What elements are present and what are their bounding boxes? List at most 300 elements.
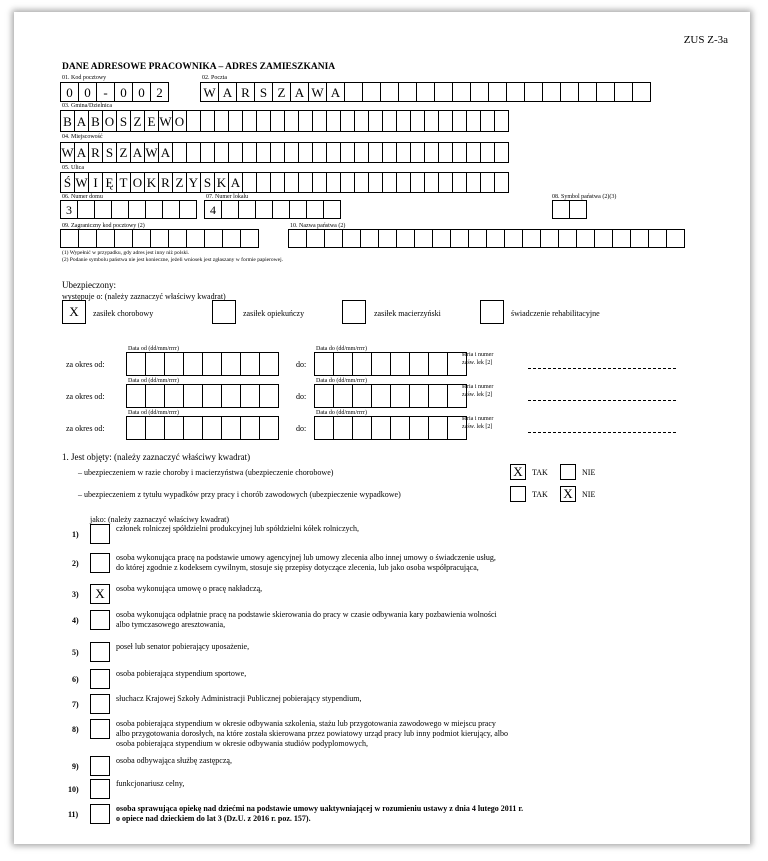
benefit-checkbox-maternity[interactable] — [342, 300, 366, 324]
date-from-field[interactable] — [126, 384, 278, 408]
char-cell[interactable] — [340, 172, 355, 193]
char-cell[interactable] — [398, 82, 417, 102]
char-cell[interactable] — [596, 82, 615, 102]
coverage-sickness-no-checkbox[interactable] — [560, 464, 576, 480]
char-cell[interactable] — [314, 416, 334, 440]
char-cell[interactable] — [333, 416, 353, 440]
char-cell[interactable]: - — [96, 82, 115, 102]
char-cell[interactable] — [340, 142, 355, 163]
footnote-1: (1) Wypełnić w przypadku, gdy adres jest inny niż polski. — [62, 250, 190, 256]
char-cell[interactable] — [164, 352, 184, 376]
char-cell[interactable] — [128, 200, 146, 219]
house-no-field[interactable] — [60, 200, 196, 219]
char-cell[interactable]: W — [158, 110, 173, 132]
benefit-label-maternity: zasiłek macierzyński — [374, 309, 441, 318]
as-item-number: 5) — [72, 648, 79, 657]
char-cell[interactable] — [504, 229, 523, 248]
series-number-line[interactable] — [528, 432, 676, 433]
char-cell[interactable] — [340, 110, 355, 132]
as-item-number: 2) — [72, 559, 79, 568]
char-cell[interactable] — [312, 172, 327, 193]
char-cell[interactable] — [480, 172, 495, 193]
char-cell[interactable] — [168, 229, 187, 248]
char-cell[interactable] — [256, 172, 271, 193]
char-cell[interactable] — [378, 229, 397, 248]
char-cell[interactable] — [228, 110, 243, 132]
char-cell[interactable] — [576, 229, 595, 248]
char-cell[interactable] — [242, 142, 257, 163]
char-cell[interactable] — [298, 110, 313, 132]
char-cell[interactable] — [298, 172, 313, 193]
section-title: DANE ADRESOWE PRACOWNIKA – ADRES ZAMIESZKANIA — [62, 62, 336, 72]
char-cell[interactable] — [648, 229, 667, 248]
char-cell[interactable] — [200, 142, 215, 163]
char-cell[interactable] — [409, 352, 429, 376]
char-cell[interactable] — [450, 229, 469, 248]
char-cell[interactable] — [409, 416, 429, 440]
char-cell[interactable] — [326, 172, 341, 193]
char-cell[interactable] — [666, 229, 685, 248]
char-cell[interactable] — [569, 200, 587, 219]
char-cell[interactable]: B — [60, 110, 75, 132]
char-cell[interactable] — [259, 352, 279, 376]
char-cell[interactable] — [371, 416, 391, 440]
char-cell[interactable] — [552, 200, 570, 219]
country-symbol-field[interactable] — [552, 200, 586, 219]
char-cell[interactable] — [259, 384, 279, 408]
char-cell[interactable] — [326, 110, 341, 132]
benefit-checkbox-rehab[interactable] — [480, 300, 504, 324]
char-cell[interactable]: W — [60, 142, 75, 163]
char-cell[interactable] — [284, 110, 299, 132]
char-cell[interactable] — [78, 229, 97, 248]
coverage-accident-no-checkbox[interactable]: X — [560, 486, 576, 502]
postal-code-field[interactable] — [60, 82, 168, 102]
char-cell[interactable]: A — [218, 82, 237, 102]
char-cell[interactable]: W — [200, 82, 219, 102]
char-cell[interactable] — [612, 229, 631, 248]
char-cell[interactable] — [452, 82, 471, 102]
street-field[interactable] — [60, 172, 508, 193]
char-cell[interactable] — [486, 229, 505, 248]
char-cell[interactable] — [382, 142, 397, 163]
char-cell[interactable] — [186, 229, 205, 248]
series-label-1: seria i numer — [462, 352, 494, 358]
char-cell[interactable]: K — [214, 172, 229, 193]
char-cell[interactable]: Z — [172, 172, 187, 193]
char-cell[interactable] — [240, 384, 260, 408]
char-cell[interactable] — [434, 82, 453, 102]
char-cell[interactable] — [632, 82, 651, 102]
char-cell[interactable] — [396, 172, 411, 193]
char-cell[interactable]: 3 — [60, 200, 78, 219]
char-cell[interactable]: A — [326, 82, 345, 102]
as-item-checkbox[interactable] — [90, 779, 110, 799]
char-cell[interactable] — [410, 142, 425, 163]
char-cell[interactable] — [240, 416, 260, 440]
char-cell[interactable] — [111, 200, 129, 219]
char-cell[interactable] — [222, 229, 241, 248]
char-cell[interactable] — [438, 110, 453, 132]
char-cell[interactable] — [414, 229, 433, 248]
char-cell[interactable] — [371, 352, 391, 376]
as-item-checkbox[interactable] — [90, 642, 110, 662]
char-cell[interactable] — [60, 229, 79, 248]
char-cell[interactable] — [614, 82, 633, 102]
date-to-field[interactable] — [314, 416, 466, 440]
char-cell[interactable]: W — [308, 82, 327, 102]
period-to-label: do: — [296, 392, 307, 401]
as-item-number: 7) — [72, 700, 79, 709]
insured-title: Ubezpieczony: — [62, 280, 116, 290]
char-cell[interactable] — [354, 172, 369, 193]
char-cell[interactable] — [382, 172, 397, 193]
char-cell[interactable] — [221, 352, 241, 376]
char-cell[interactable] — [306, 200, 324, 219]
char-cell[interactable] — [126, 384, 146, 408]
char-cell[interactable]: O — [130, 172, 145, 193]
char-cell[interactable] — [333, 384, 353, 408]
form-page — [14, 12, 750, 844]
char-cell[interactable] — [145, 416, 165, 440]
char-cell[interactable] — [289, 200, 307, 219]
char-cell[interactable] — [368, 142, 383, 163]
char-cell[interactable] — [183, 384, 203, 408]
char-cell[interactable]: A — [158, 142, 173, 163]
as-item-checkbox[interactable]: X — [90, 584, 110, 604]
char-cell[interactable] — [506, 82, 525, 102]
char-cell[interactable] — [284, 142, 299, 163]
char-cell[interactable]: K — [144, 172, 159, 193]
char-cell[interactable] — [354, 110, 369, 132]
char-cell[interactable] — [183, 416, 203, 440]
as-item-label: osoba pobierająca stypendium w okresie odbywania studiów podyplomowych, — [116, 739, 368, 748]
char-cell[interactable] — [240, 229, 259, 248]
benefit-checkbox-care[interactable] — [212, 300, 236, 324]
coverage-sickness-no-label: NIE — [582, 468, 596, 477]
char-cell[interactable] — [214, 110, 229, 132]
as-title: jako: (należy zaznaczyć właściwy kwadrat) — [90, 515, 230, 524]
char-cell[interactable] — [542, 82, 561, 102]
char-cell[interactable] — [594, 229, 613, 248]
char-cell[interactable]: S — [254, 82, 273, 102]
as-item-checkbox[interactable] — [90, 553, 110, 573]
post-field[interactable] — [200, 82, 650, 102]
char-cell[interactable]: O — [172, 110, 187, 132]
char-cell[interactable] — [540, 229, 559, 248]
as-item-checkbox[interactable] — [90, 524, 110, 544]
char-cell[interactable] — [200, 110, 215, 132]
char-cell[interactable]: Ś — [60, 172, 75, 193]
char-cell[interactable]: S — [102, 142, 117, 163]
char-cell[interactable] — [150, 229, 169, 248]
char-cell[interactable] — [172, 142, 187, 163]
as-item-checkbox[interactable] — [90, 756, 110, 776]
as-item-checkbox[interactable] — [90, 804, 110, 824]
post-label: 02. Poczta — [202, 75, 227, 81]
char-cell[interactable] — [256, 142, 271, 163]
as-item-label: osoba wykonująca umowę o pracę nakładczą, — [116, 584, 263, 593]
char-cell[interactable] — [344, 82, 363, 102]
char-cell[interactable] — [416, 82, 435, 102]
char-cell[interactable]: A — [290, 82, 309, 102]
char-cell[interactable] — [221, 200, 239, 219]
char-cell[interactable] — [145, 384, 165, 408]
char-cell[interactable] — [326, 142, 341, 163]
char-cell[interactable]: T — [116, 172, 131, 193]
as-item-checkbox[interactable] — [90, 719, 110, 739]
commune-field[interactable] — [60, 110, 508, 132]
char-cell[interactable] — [352, 416, 372, 440]
char-cell[interactable] — [390, 416, 410, 440]
date-from-caption: Data od (dd/mm/rrrr) — [128, 346, 179, 352]
char-cell[interactable] — [352, 352, 372, 376]
insured-subtitle: występuje o: (należy zaznaczyć właściwy kwadrat) — [62, 292, 226, 301]
char-cell[interactable] — [270, 142, 285, 163]
series-number-line[interactable] — [528, 400, 676, 401]
char-cell[interactable]: A — [228, 172, 243, 193]
char-cell[interactable]: B — [88, 110, 103, 132]
char-cell[interactable] — [114, 229, 133, 248]
char-cell[interactable]: W — [144, 142, 159, 163]
char-cell[interactable] — [438, 172, 453, 193]
char-cell[interactable]: 4 — [204, 200, 222, 219]
char-cell[interactable]: A — [74, 142, 89, 163]
char-cell[interactable] — [494, 142, 509, 163]
char-cell[interactable] — [410, 172, 425, 193]
char-cell[interactable] — [145, 200, 163, 219]
char-cell[interactable] — [396, 142, 411, 163]
char-cell[interactable] — [438, 142, 453, 163]
char-cell[interactable] — [630, 229, 649, 248]
char-cell[interactable] — [368, 172, 383, 193]
char-cell[interactable] — [494, 110, 509, 132]
char-cell[interactable] — [145, 352, 165, 376]
town-label: 04. Miejscowość — [62, 134, 103, 140]
date-from-caption: Data od (dd/mm/rrrr) — [128, 410, 179, 416]
char-cell[interactable]: 0 — [114, 82, 133, 102]
char-cell[interactable] — [221, 384, 241, 408]
as-item-number: 8) — [72, 725, 79, 734]
as-item-number: 9) — [72, 762, 79, 771]
char-cell[interactable] — [470, 82, 489, 102]
foreign-postal-label: 09. Zagraniczny kod pocztowy (2) — [62, 223, 145, 229]
char-cell[interactable] — [390, 384, 410, 408]
char-cell[interactable] — [288, 229, 307, 248]
flat-no-field[interactable] — [204, 200, 340, 219]
char-cell[interactable] — [164, 384, 184, 408]
char-cell[interactable] — [164, 416, 184, 440]
char-cell[interactable] — [578, 82, 597, 102]
char-cell[interactable] — [390, 352, 410, 376]
char-cell[interactable]: I — [88, 172, 103, 193]
char-cell[interactable] — [228, 142, 243, 163]
char-cell[interactable] — [480, 110, 495, 132]
char-cell[interactable]: A — [130, 142, 145, 163]
char-cell[interactable] — [396, 229, 415, 248]
char-cell[interactable]: S — [200, 172, 215, 193]
char-cell[interactable] — [94, 200, 112, 219]
date-to-caption: Data do (dd/mm/rrrr) — [316, 346, 367, 352]
char-cell[interactable] — [126, 352, 146, 376]
char-cell[interactable] — [272, 200, 290, 219]
date-from-field[interactable] — [126, 352, 278, 376]
char-cell[interactable] — [256, 110, 271, 132]
char-cell[interactable] — [96, 229, 115, 248]
char-cell[interactable]: R — [158, 172, 173, 193]
as-item-label: osoba odbywająca służbę zastępczą, — [116, 756, 232, 765]
char-cell[interactable] — [132, 229, 151, 248]
foreign-postal-field[interactable] — [60, 229, 258, 248]
char-cell[interactable] — [468, 229, 487, 248]
char-cell[interactable] — [396, 110, 411, 132]
char-cell[interactable] — [380, 82, 399, 102]
date-to-caption: Data do (dd/mm/rrrr) — [316, 410, 367, 416]
char-cell[interactable]: Z — [130, 110, 145, 132]
char-cell[interactable] — [314, 384, 334, 408]
char-cell[interactable] — [183, 352, 203, 376]
country-name-field[interactable] — [288, 229, 684, 248]
date-to-field[interactable] — [314, 384, 466, 408]
char-cell[interactable] — [202, 352, 222, 376]
char-cell[interactable] — [452, 110, 467, 132]
char-cell[interactable] — [186, 142, 201, 163]
char-cell[interactable] — [480, 142, 495, 163]
char-cell[interactable] — [362, 82, 381, 102]
as-item-label: poseł lub senator pobierający uposażenie, — [116, 642, 250, 651]
char-cell[interactable] — [558, 229, 577, 248]
coverage-accident-yes-checkbox[interactable] — [510, 486, 526, 502]
country-name-label: 10. Nazwa państwa (2) — [290, 223, 346, 229]
char-cell[interactable] — [452, 172, 467, 193]
benefit-checkbox-sick[interactable]: X — [62, 300, 86, 324]
char-cell[interactable]: W — [74, 172, 89, 193]
char-cell[interactable]: Y — [186, 172, 201, 193]
as-item-checkbox[interactable] — [90, 610, 110, 630]
char-cell[interactable]: 2 — [150, 82, 169, 102]
char-cell[interactable] — [270, 110, 285, 132]
char-cell[interactable] — [352, 384, 372, 408]
char-cell[interactable] — [428, 352, 448, 376]
char-cell[interactable] — [452, 142, 467, 163]
date-from-caption: Data od (dd/mm/rrrr) — [128, 378, 179, 384]
commune-label: 03. Gmina/Dzielnica — [62, 103, 112, 109]
char-cell[interactable] — [242, 172, 257, 193]
char-cell[interactable] — [494, 172, 509, 193]
char-cell[interactable] — [186, 110, 201, 132]
char-cell[interactable] — [524, 82, 543, 102]
char-cell[interactable] — [428, 384, 448, 408]
char-cell[interactable] — [221, 416, 241, 440]
char-cell[interactable]: Z — [272, 82, 291, 102]
char-cell[interactable] — [323, 200, 341, 219]
char-cell[interactable]: A — [74, 110, 89, 132]
char-cell[interactable] — [560, 82, 579, 102]
as-item-label: o opiece nad dzieckiem do lat 3 (Dz.U. z 2016 r. poz. 157). — [116, 814, 311, 823]
char-cell[interactable] — [368, 110, 383, 132]
char-cell[interactable] — [424, 142, 439, 163]
date-to-field[interactable] — [314, 352, 466, 376]
char-cell[interactable]: E — [144, 110, 159, 132]
char-cell[interactable] — [240, 352, 260, 376]
char-cell[interactable] — [466, 142, 481, 163]
char-cell[interactable] — [466, 110, 481, 132]
date-from-field[interactable] — [126, 416, 278, 440]
period-to-label: do: — [296, 424, 307, 433]
char-cell[interactable]: S — [116, 110, 131, 132]
char-cell[interactable] — [360, 229, 379, 248]
char-cell[interactable] — [255, 200, 273, 219]
char-cell[interactable]: R — [88, 142, 103, 163]
char-cell[interactable] — [204, 229, 223, 248]
as-item-checkbox[interactable] — [90, 669, 110, 689]
char-cell[interactable]: 0 — [132, 82, 151, 102]
char-cell[interactable] — [488, 82, 507, 102]
char-cell[interactable] — [202, 384, 222, 408]
char-cell[interactable] — [522, 229, 541, 248]
char-cell[interactable] — [409, 384, 429, 408]
char-cell[interactable] — [214, 142, 229, 163]
coverage-sickness-yes-checkbox[interactable]: X — [510, 464, 526, 480]
char-cell[interactable] — [342, 229, 361, 248]
char-cell[interactable] — [298, 142, 313, 163]
char-cell[interactable] — [312, 110, 327, 132]
char-cell[interactable] — [382, 110, 397, 132]
char-cell[interactable] — [242, 110, 257, 132]
char-cell[interactable] — [424, 110, 439, 132]
char-cell[interactable] — [324, 229, 343, 248]
as-item-label: osoba pobierająca stypendium w okresie odbywania szkolenia, stażu lub przygotowania zawodowego w miejscu pracy — [116, 719, 496, 728]
char-cell[interactable] — [354, 142, 369, 163]
char-cell[interactable]: R — [236, 82, 255, 102]
char-cell[interactable] — [77, 200, 95, 219]
char-cell[interactable] — [314, 352, 334, 376]
char-cell[interactable]: 0 — [60, 82, 79, 102]
char-cell[interactable] — [410, 110, 425, 132]
char-cell[interactable]: Ę — [102, 172, 117, 193]
char-cell[interactable] — [333, 352, 353, 376]
series-number-line[interactable] — [528, 368, 676, 369]
char-cell[interactable] — [126, 416, 146, 440]
as-item-number: 10) — [68, 785, 79, 794]
coverage-item-accident: – ubezpieczeniem z tytułu wypadków przy pracy i chorób zawodowych (ubezpieczenie wypadkowe) — [78, 490, 401, 499]
as-item-label: osoba pobierająca stypendium sportowe, — [116, 669, 247, 678]
char-cell[interactable] — [270, 172, 285, 193]
benefit-label-sick: zasiłek chorobowy — [93, 309, 154, 318]
house-no-label: 06. Numer domu — [62, 194, 103, 200]
char-cell[interactable] — [238, 200, 256, 219]
char-cell[interactable]: 0 — [78, 82, 97, 102]
char-cell[interactable] — [259, 416, 279, 440]
town-field[interactable] — [60, 142, 508, 163]
as-item-checkbox[interactable] — [90, 694, 110, 714]
char-cell[interactable] — [162, 200, 180, 219]
char-cell[interactable] — [306, 229, 325, 248]
char-cell[interactable] — [424, 172, 439, 193]
benefit-label-care: zasiłek opiekuńczy — [243, 309, 305, 318]
char-cell[interactable] — [466, 172, 481, 193]
char-cell[interactable]: Z — [116, 142, 131, 163]
char-cell[interactable] — [371, 384, 391, 408]
benefit-label-rehab: świadczenie rehabilitacyjne — [511, 309, 600, 318]
char-cell[interactable] — [312, 142, 327, 163]
char-cell[interactable] — [179, 200, 197, 219]
char-cell[interactable]: O — [102, 110, 117, 132]
char-cell[interactable] — [432, 229, 451, 248]
char-cell[interactable] — [202, 416, 222, 440]
char-cell[interactable] — [428, 416, 448, 440]
char-cell[interactable] — [284, 172, 299, 193]
